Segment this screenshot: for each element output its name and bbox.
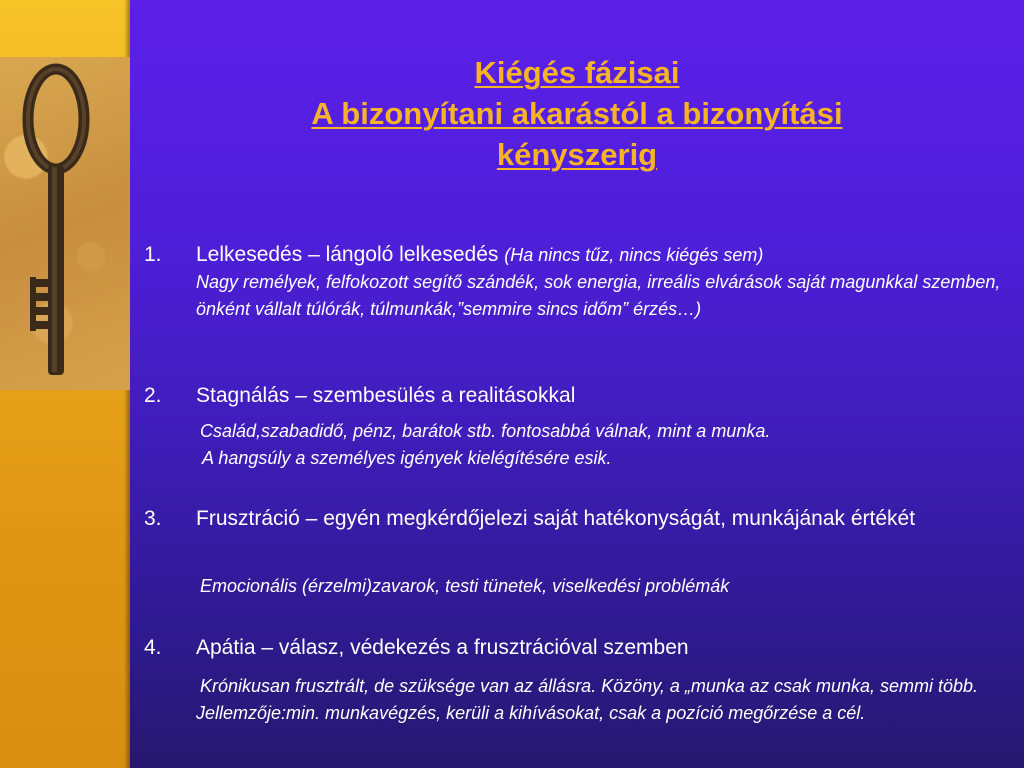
item-4-detail: Krónikusan frusztrált, de szüksége van az állásra. Közöny, a „munka az csak munka, semmi több. Jellemzője:min. munkavégzés, kerüli a kihívásokat, csak a pozíció megőrzése a cél. [196,676,979,723]
key-photo [0,57,130,390]
item-4-number: 4. [144,636,162,659]
item-2-number: 2. [144,384,162,407]
item-2-detail-line1: Család,szabadidő, pénz, barátok stb. fontosabbá válnak, mint a munka. [200,421,771,441]
slide-title-line3: kényszerig [496,137,658,172]
slide-title-line1: Kiégés fázisai [474,55,680,90]
item-2-heading: Stagnálás – szembesülés a realitásokkal [196,384,576,407]
item-1-note: (Ha nincs tűz, nincs kiégés sem) [504,245,764,265]
item-3-heading: Frusztráció – egyén megkérdőjelezi saját hatékonyságát, munkájának értékét [196,507,916,530]
item-1-heading: Lelkesedés – lángoló lelkesedés [196,243,499,266]
item-3-detail: Emocionális (érzelmi)zavarok, testi tünetek, viselkedési problémák [200,576,730,596]
item-2-detail-line2: A hangsúly a személyes igények kielégítésére esik. [202,448,612,468]
slide-content [130,0,1024,768]
slide-title-line2: A bizonyítani akarástól a bizonyítási [311,96,843,131]
item-4-heading: Apátia – válasz, védekezés a frusztrációval szemben [196,636,689,659]
item-1-detail: Nagy remélyek, felfokozott segítő szándék, sok energia, irreális elvárások saját magunkkal szemben, önként vállalt túlórák, túlmunkák,”semmire sincs időm” érzés…) [196,272,1001,319]
item-3-number: 3. [144,507,162,530]
item-1-number: 1. [144,243,162,266]
key-icon [0,57,130,390]
item-1-heading-row [196,241,1006,269]
